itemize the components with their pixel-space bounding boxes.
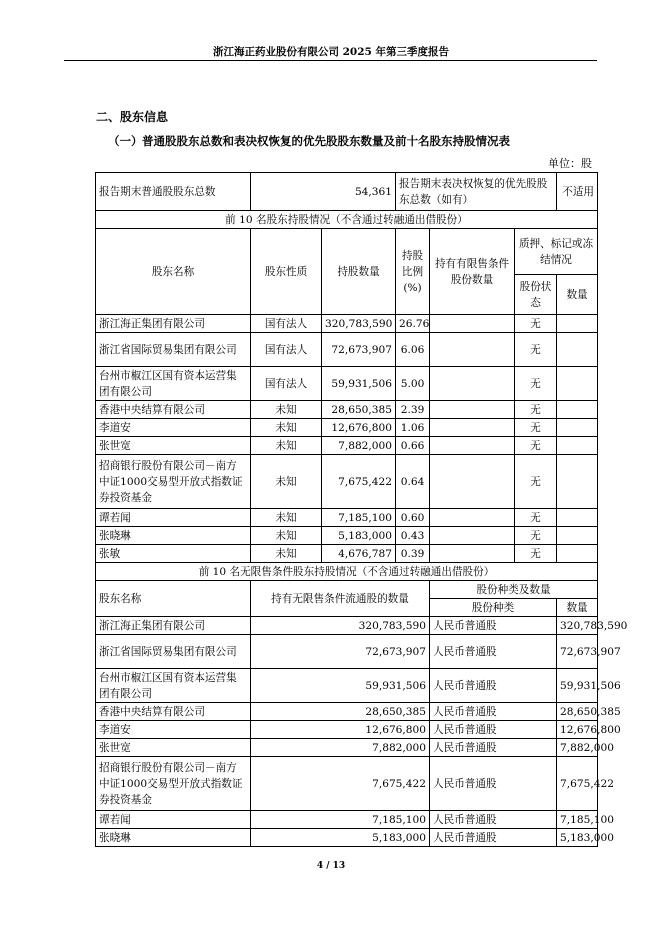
- col-header-name: 股东名称: [96, 229, 251, 315]
- share-quantity: 320,783,590: [557, 617, 598, 635]
- section-title: 二、股东信息: [96, 110, 169, 124]
- share-type: 人民币普通股: [430, 811, 557, 829]
- top10-title: 前 10 名股东持股情况（不含通过转融通出借股份）: [96, 211, 598, 229]
- share-type: 人民币普通股: [430, 703, 557, 721]
- shareholder-name: 张世宽: [96, 437, 251, 455]
- shares-held: 12,676,800: [322, 419, 396, 437]
- holder-name: 招商银行股份有限公司－南方中证1000交易型开放式指数证券投资基金: [96, 757, 251, 811]
- shareholder-name: 浙江省国际贸易集团有限公司: [96, 333, 251, 367]
- col-header-holder-name: 股东名称: [96, 581, 251, 617]
- share-type: 人民币普通股: [430, 757, 557, 811]
- shareholder-name: 浙江海正集团有限公司: [96, 315, 251, 333]
- unrestricted-row: [96, 739, 598, 757]
- holder-name: 张晓琳: [96, 829, 251, 847]
- shareholder-nature: 国有法人: [251, 367, 322, 401]
- shares-held: 28,650,385: [322, 401, 396, 419]
- restricted-shares: [430, 315, 515, 333]
- top10-row: [96, 545, 598, 563]
- holder-name: 谭若闻: [96, 811, 251, 829]
- holding-ratio: 26.76: [396, 315, 430, 333]
- share-quantity: 5,183,000: [557, 829, 598, 847]
- share-type: 人民币普通股: [430, 829, 557, 847]
- unrestricted-title-row: [96, 563, 598, 581]
- pledge-status: 无: [515, 401, 557, 419]
- shares-held: 59,931,506: [322, 367, 396, 401]
- shareholder-name: 张晓琳: [96, 527, 251, 545]
- restricted-shares: [430, 437, 515, 455]
- pledge-count: [557, 527, 598, 545]
- top10-row: [96, 455, 598, 509]
- pref-holders-value: 不适用: [557, 173, 598, 211]
- total-holders-value: [251, 173, 396, 211]
- unrestricted-shares: 59,931,506: [251, 669, 430, 703]
- shareholder-nature: 未知: [251, 401, 322, 419]
- unrestricted-row: [96, 829, 598, 847]
- restricted-shares: [430, 333, 515, 367]
- holder-name: 李道安: [96, 721, 251, 739]
- unrestricted-row: [96, 669, 598, 703]
- col-header-shares: 持股数量: [322, 229, 396, 315]
- col-header-quantity: 数量: [557, 599, 598, 617]
- pledge-count: [557, 367, 598, 401]
- restricted-shares: [430, 545, 515, 563]
- pledge-count: [557, 509, 598, 527]
- total-holders-number: 54,361: [354, 185, 393, 198]
- total-holders-label: 报告期末普通股股东总数: [96, 173, 251, 211]
- pledge-count: [557, 437, 598, 455]
- shareholder-nature: 未知: [251, 509, 322, 527]
- pref-holders-label: 报告期末表决权恢复的优先股股东总数（如有）: [396, 173, 557, 211]
- report-header: 浙江海正药业股份有限公司 2025 年第三季度报告: [212, 46, 450, 58]
- unrestricted-row: [96, 635, 598, 669]
- top10-title-row: [96, 211, 598, 229]
- shares-held: 7,882,000: [322, 437, 396, 455]
- holding-ratio: 2.39: [396, 401, 430, 419]
- col-header-restricted: 持有有限售条件股份数量: [430, 229, 515, 315]
- pledge-status: 无: [515, 333, 557, 367]
- shareholder-name: 香港中央结算有限公司: [96, 401, 251, 419]
- top10-row: [96, 419, 598, 437]
- shareholder-name: 招商银行股份有限公司－南方中证1000交易型开放式指数证券投资基金: [96, 455, 251, 509]
- pledge-count: [557, 419, 598, 437]
- unrestricted-row: [96, 703, 598, 721]
- shareholder-nature: 未知: [251, 455, 322, 509]
- restricted-shares: [430, 367, 515, 401]
- unrestricted-row: [96, 721, 598, 739]
- unrestricted-shares: 5,183,000: [251, 829, 430, 847]
- unrestricted-row: [96, 617, 598, 635]
- shares-held: 7,185,100: [322, 509, 396, 527]
- col-header-unrestricted-shares: 持有无限售条件流通股的数量: [251, 581, 430, 617]
- pledge-count: [557, 455, 598, 509]
- pledge-status: 无: [515, 545, 557, 563]
- unrestricted-shares: 12,676,800: [251, 721, 430, 739]
- share-type: 人民币普通股: [430, 635, 557, 669]
- unrestricted-row: [96, 811, 598, 829]
- share-quantity: 28,650,385: [557, 703, 598, 721]
- top10-row: [96, 509, 598, 527]
- shareholder-nature: 未知: [251, 545, 322, 563]
- share-quantity: 7,185,100: [557, 811, 598, 829]
- holder-name: 香港中央结算有限公司: [96, 703, 251, 721]
- restricted-shares: [430, 419, 515, 437]
- holding-ratio: 0.64: [396, 455, 430, 509]
- top10-row: [96, 367, 598, 401]
- holding-ratio: 0.60: [396, 509, 430, 527]
- unrestricted-shares: 72,673,907: [251, 635, 430, 669]
- shareholder-table: [95, 172, 628, 847]
- share-quantity: 7,882,000: [557, 739, 598, 757]
- pledge-status: 无: [515, 455, 557, 509]
- shares-held: 5,183,000: [322, 527, 396, 545]
- holder-name: 浙江海正集团有限公司: [96, 617, 251, 635]
- col-header-pledge: 质押、标记或冻结情况: [515, 229, 598, 275]
- top10-header-row-1: [96, 229, 598, 275]
- shares-held: 4,676,787: [322, 545, 396, 563]
- shares-held: 7,675,422: [322, 455, 396, 509]
- shareholder-nature: 国有法人: [251, 333, 322, 367]
- share-quantity: 72,673,907: [557, 635, 598, 669]
- shareholder-name: 台州市椒江区国有资本运营集团有限公司: [96, 367, 251, 401]
- shares-held: 320,783,590: [322, 315, 396, 333]
- restricted-shares: [430, 455, 515, 509]
- pledge-status: 无: [515, 437, 557, 455]
- shareholder-name: 谭若闻: [96, 509, 251, 527]
- pledge-status: 无: [515, 419, 557, 437]
- page-number: 4 / 13: [316, 861, 346, 871]
- header-divider: [64, 60, 597, 61]
- restricted-shares: [430, 527, 515, 545]
- col-header-ratio: 持股比例(%): [396, 229, 430, 315]
- unrestricted-row: [96, 757, 598, 811]
- unrestricted-shares: 7,882,000: [251, 739, 430, 757]
- restricted-shares: [430, 401, 515, 419]
- share-quantity: 59,931,506: [557, 669, 598, 703]
- holding-ratio: 0.66: [396, 437, 430, 455]
- top10-row: [96, 315, 598, 333]
- unrestricted-shares: 320,783,590: [251, 617, 430, 635]
- restricted-shares: [430, 509, 515, 527]
- pledge-count: [557, 333, 598, 367]
- share-quantity: 12,676,800: [557, 721, 598, 739]
- shareholder-nature: 未知: [251, 419, 322, 437]
- subsection-text: 普通股股东总数和表决权恢复的优先股股东数量及前十名股东持股情况表: [142, 134, 510, 148]
- top10-row: [96, 437, 598, 455]
- shares-held: 72,673,907: [322, 333, 396, 367]
- holding-ratio: 5.00: [396, 367, 430, 401]
- unit-label: 单位：股: [548, 157, 592, 170]
- share-type: 人民币普通股: [430, 669, 557, 703]
- share-type: 人民币普通股: [430, 617, 557, 635]
- top10-row: [96, 333, 598, 367]
- col-header-count: 数量: [557, 275, 598, 315]
- shareholder-nature: 未知: [251, 527, 322, 545]
- unrestricted-shares: 7,675,422: [251, 757, 430, 811]
- pledge-status: 无: [515, 367, 557, 401]
- shareholder-nature: 未知: [251, 437, 322, 455]
- unrestricted-shares: 28,650,385: [251, 703, 430, 721]
- holding-ratio: 0.39: [396, 545, 430, 563]
- pledge-count: [557, 545, 598, 563]
- shareholder-name: 张敏: [96, 545, 251, 563]
- holding-ratio: 0.43: [396, 527, 430, 545]
- top10-row: [96, 527, 598, 545]
- holding-ratio: 1.06: [396, 419, 430, 437]
- unrestricted-header-row-1: [96, 581, 598, 599]
- pledge-status: 无: [515, 315, 557, 333]
- col-header-type-qty: 股份种类及数量: [430, 581, 598, 599]
- holder-name: 台州市椒江区国有资本运营集团有限公司: [96, 669, 251, 703]
- summary-row: [96, 173, 598, 211]
- holding-ratio: 6.06: [396, 333, 430, 367]
- col-header-status: 股份状态: [515, 275, 557, 315]
- pledge-count: [557, 401, 598, 419]
- holder-name: 张世宽: [96, 739, 251, 757]
- share-type: 人民币普通股: [430, 739, 557, 757]
- col-header-nature: 股东性质: [251, 229, 322, 315]
- pledge-status: 无: [515, 509, 557, 527]
- subsection-number: （一）: [108, 134, 143, 148]
- subsection-title: [108, 133, 510, 149]
- shareholder-name: 李道安: [96, 419, 251, 437]
- holder-name: 浙江省国际贸易集团有限公司: [96, 635, 251, 669]
- share-type: 人民币普通股: [430, 721, 557, 739]
- unrestricted-title: 前 10 名无限售条件股东持股情况（不含通过转融通出借股份）: [96, 563, 598, 581]
- pledge-count: [557, 315, 598, 333]
- col-header-share-type: 股份种类: [430, 599, 557, 617]
- unrestricted-shares: 7,185,100: [251, 811, 430, 829]
- shareholder-nature: 国有法人: [251, 315, 322, 333]
- pledge-status: 无: [515, 527, 557, 545]
- share-quantity: 7,675,422: [557, 757, 598, 811]
- top10-row: [96, 401, 598, 419]
